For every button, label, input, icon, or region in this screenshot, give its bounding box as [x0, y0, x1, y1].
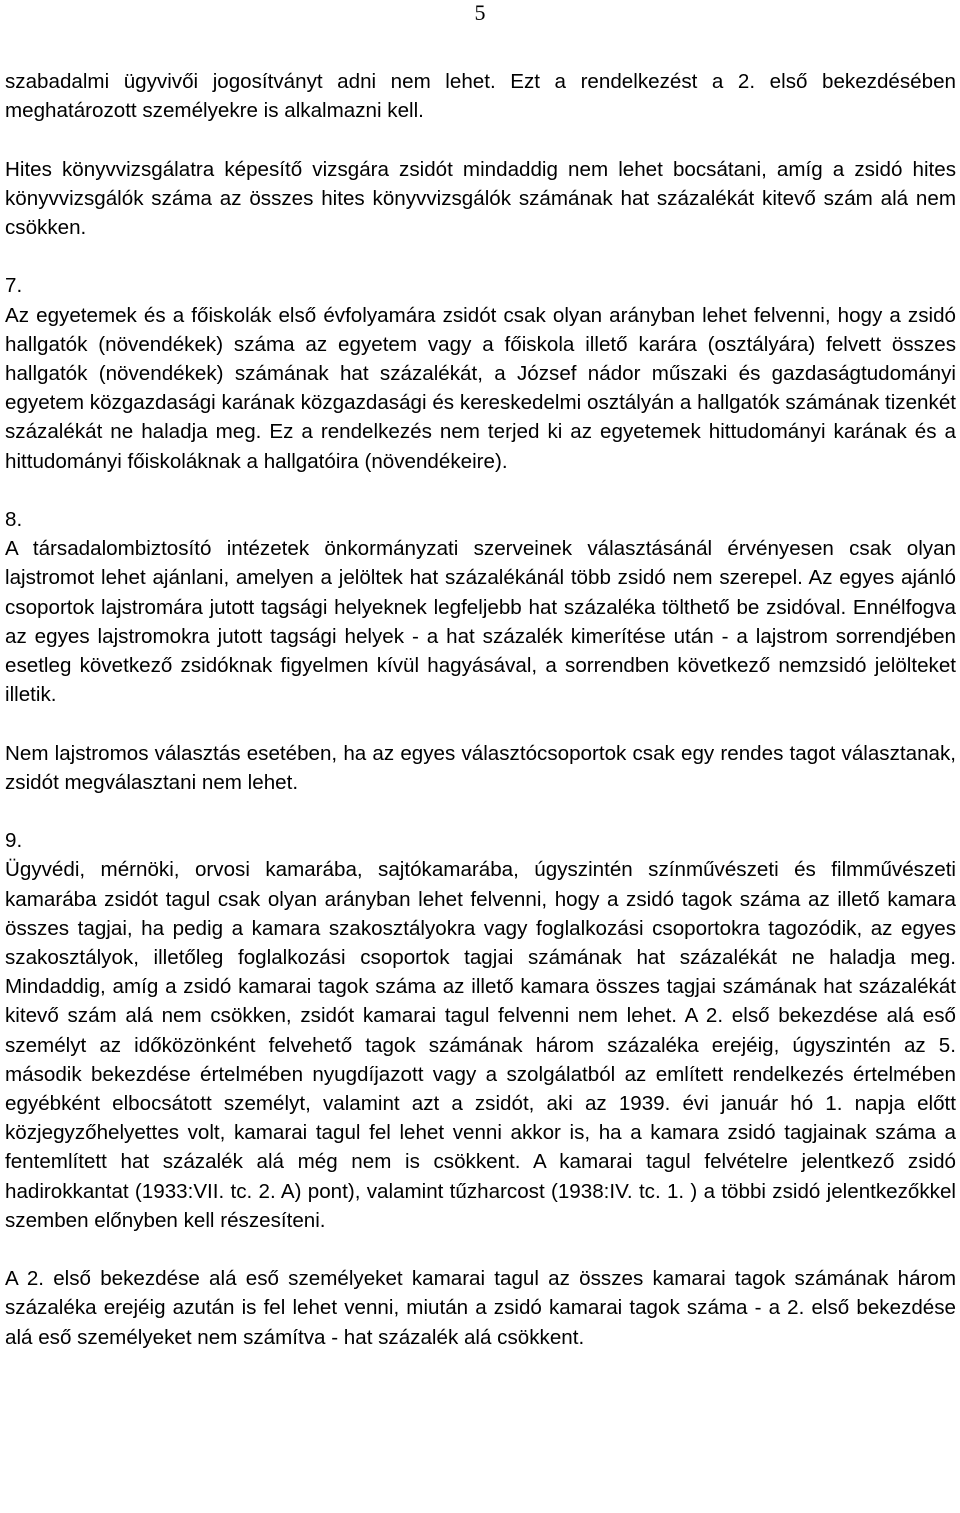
section-heading-8: 8.	[5, 508, 23, 531]
paragraph: Az egyetemek és a főiskolák első évfolyamára zsidót csak olyan arányban lehet felvenni, hogy a zsidó hallgatók (növendékek) száma az egyetem vagy a főiskola illető karára (osztályára) felvett összes hallgatók (növendékek) számának hat százalékát, a József nádor műszaki és gazdaságtudományi egyetem közgazdasági karának közgazdasági és kereskedelmi osztályán a hallgatók számának tizenkét százalékát ne haladja meg. Ez a rendelkezés nem terjed ki az egyetemek hittudományi karának és a hittudományi főiskoláknak a hallgatóira (növendékeire).	[5, 303, 956, 473]
paragraph: A 2. első bekezdése alá eső személyeket kamarai tagul az összes kamarai tagok számának három százaléka erejéig azután is fel lehet venni, miután a zsidó kamarai tagok száma - a 2. első bekezdése alá eső személyeket nem számítva - hat százalék alá csökkent.	[5, 1267, 956, 1349]
document-body	[5, 67, 956, 1352]
page-number: 5	[474, 0, 486, 25]
paragraph: Hites könyvvizsgálatra képesítő vizsgára zsidót mindaddig nem lehet bocsátani, amíg a zsidó hites könyvvizsgálók száma az összes hites könyvvizsgálók számának hat százalékát kitevő szám alá nem csökken.	[5, 157, 956, 239]
section-heading-7: 7.	[5, 274, 23, 298]
paragraph: Nem lajstromos választás esetében, ha az egyes választócsoportok csak egy rendes tagot választanak, zsidót megválasztani nem lehet.	[5, 741, 956, 794]
paragraph: szabadalmi ügyvivői jogosítványt adni nem lehet. Ezt a rendelkezést a 2. első bekezdésében meghatározott személyekre is alkalmazni kell.	[5, 70, 956, 123]
paragraph: Ügyvédi, mérnöki, orvosi kamarába, sajtókamarába, úgyszintén színművészeti és filmművészeti kamarába zsidót tagul csak olyan arányban lehet felvenni, hogy a zsidó tagok száma az illető kamara összes tagjai, ha pedig a kamara szakosztályokra vagy foglalkozási csoportokra tagozódik, az egyes szakosztályok, illetőleg foglalkozási csoportok tagjai számának hat százalékát ne haladja meg. Mindaddig, amíg a zsidó kamarai tagok száma az illető kamara összes tagjai számának hat százalékát kitevő szám alá nem csökken, zsidót kamarai tagul felvenni nem lehet. A 2. első bekezdése alá eső személyt az időközönként felvehető tagok számának három százaléka erejéig, úgyszintén az 5. második bekezdése értelmében nyugdíjazott vagy a szolgálatból az említett rendelkezés értelmében egyébként elbocsátott személyt, valamint azt a zsidót, aki az 1939. évi január hó 1. napja előtt közjegyzőhelyettes volt, kamarai tagul fel lehet venni akkor is, ha a kamara zsidó tagjainak száma a fentemlített hat százalék alá még nem is csökkent. A kamarai tagul felvételre jelentkező zsidó hadirokkantat (1933:VII. tc. 2. A) pont), valamint tűzharcost (1938:IV. tc. 1. ) a többi zsidó jelentkezőkkel szemben előnyben kell részesíteni.	[5, 858, 956, 1232]
paragraph: A társadalombiztosító intézetek önkormányzati szerveinek választásánál érvényesen csak olyan lajstromot lehet ajánlani, amelyen a jelöltek hat százalékánál több zsidó nem szerepel. Az egyes ajánló csoportok lajstromára jutott tagsági helyeknek legfeljebb hat százaléka tölthető be zsidóval. Ennélfogva az egyes lajstromokra jutott tagsági helyek - a hat százalék kimerítése után - a lajstrom sorrendjében esetleg következő zsidóknak figyelmen kívül hagyásával, a sorrendben következő nemzsidó jelölteket illetik.	[5, 537, 956, 707]
section-heading-9: 9.	[5, 829, 23, 853]
